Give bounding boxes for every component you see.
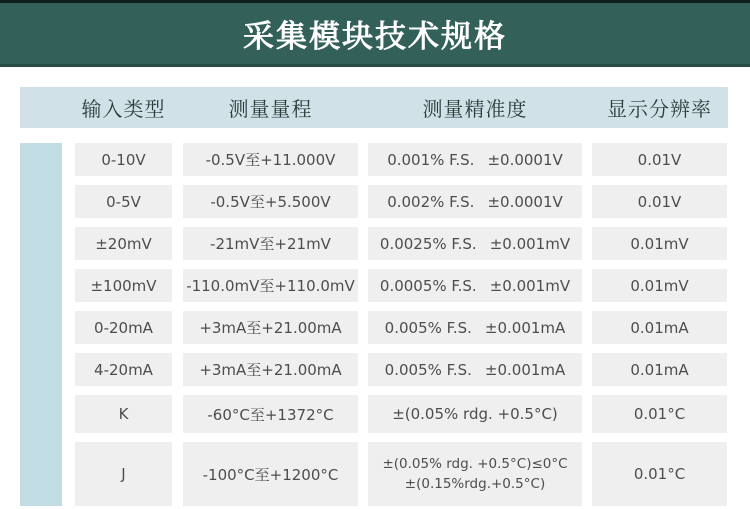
left-accent-strip bbox=[20, 143, 62, 506]
cell-input-type: J bbox=[75, 442, 172, 506]
cell-range: +3mA至+21.00mA bbox=[183, 353, 358, 386]
cell-resolution: 0.01mV bbox=[592, 269, 727, 302]
accuracy-line-1: ±(0.05% rdg. +0.5°C)≤0°C bbox=[382, 455, 568, 472]
table-row bbox=[75, 442, 727, 506]
cell-accuracy bbox=[368, 395, 582, 433]
table-body bbox=[75, 143, 727, 506]
cell-input-type: K bbox=[75, 395, 172, 433]
cell-accuracy bbox=[368, 353, 582, 386]
cell-input-type: 4-20mA bbox=[75, 353, 172, 386]
cell-range: -0.5V至+11.000V bbox=[183, 143, 358, 176]
cell-range: -100°C至+1200°C bbox=[183, 442, 358, 506]
table-row bbox=[75, 311, 727, 344]
header-accuracy: 测量精准度 bbox=[422, 97, 528, 121]
cell-resolution: 0.01mA bbox=[592, 311, 727, 344]
cell-accuracy bbox=[368, 442, 582, 506]
page-title: 采集模块技术规格 bbox=[243, 19, 507, 55]
cell-range: -60°C至+1372°C bbox=[183, 395, 358, 433]
cell-range: -110.0mV至+110.0mV bbox=[183, 269, 358, 302]
cell-input-type: 0-10V bbox=[75, 143, 172, 176]
accuracy-fs: 0.005% F.S. bbox=[384, 360, 472, 379]
cell-accuracy bbox=[368, 311, 582, 344]
accuracy-fs: ±(0.05% rdg. +0.5°C) bbox=[392, 405, 558, 423]
accuracy-abs: ±0.001mV bbox=[489, 276, 571, 295]
cell-resolution: 0.01V bbox=[592, 185, 727, 218]
table-row bbox=[75, 185, 727, 218]
cell-input-type: 0-5V bbox=[75, 185, 172, 218]
accuracy-fs: 0.0005% F.S. bbox=[379, 276, 477, 295]
table-row bbox=[75, 143, 727, 176]
cell-accuracy bbox=[368, 185, 582, 218]
table-row bbox=[75, 269, 727, 302]
cell-range: +3mA至+21.00mA bbox=[183, 311, 358, 344]
accuracy-fs: 0.005% F.S. bbox=[384, 318, 472, 337]
cell-accuracy bbox=[368, 269, 582, 302]
table-header-row bbox=[20, 87, 728, 128]
cell-resolution: 0.01mA bbox=[592, 353, 727, 386]
cell-range: -0.5V至+5.500V bbox=[183, 185, 358, 218]
table-row bbox=[75, 227, 727, 260]
accuracy-abs: ±0.001mV bbox=[489, 234, 571, 253]
accuracy-fs: 0.0025% F.S. bbox=[379, 234, 477, 253]
cell-input-type: ±100mV bbox=[75, 269, 172, 302]
cell-input-type: ±20mV bbox=[75, 227, 172, 260]
header-resolution: 显示分辨率 bbox=[607, 97, 712, 121]
title-banner bbox=[0, 0, 750, 67]
cell-accuracy bbox=[368, 227, 582, 260]
cell-range: -21mV至+21mV bbox=[183, 227, 358, 260]
cell-resolution: 0.01°C bbox=[592, 442, 727, 506]
table-row bbox=[75, 353, 727, 386]
accuracy-fs: 0.002% F.S. bbox=[387, 192, 475, 211]
accuracy-abs: ±0.0001V bbox=[487, 192, 563, 211]
accuracy-line-2: ±(0.15%rdg.+0.5°C) bbox=[404, 476, 546, 492]
cell-resolution: 0.01mV bbox=[592, 227, 727, 260]
table-row bbox=[75, 395, 727, 433]
cell-resolution: 0.01°C bbox=[592, 395, 727, 433]
accuracy-multiline bbox=[382, 454, 567, 495]
cell-resolution: 0.01V bbox=[592, 143, 727, 176]
accuracy-abs: ±0.001mA bbox=[484, 318, 566, 337]
accuracy-fs: 0.001% F.S. bbox=[387, 150, 475, 169]
cell-accuracy bbox=[368, 143, 582, 176]
header-range: 测量量程 bbox=[228, 97, 313, 121]
cell-input-type: 0-20mA bbox=[75, 311, 172, 344]
accuracy-abs: ±0.001mA bbox=[484, 360, 566, 379]
accuracy-abs: ±0.0001V bbox=[487, 150, 563, 169]
header-input-type: 输入类型 bbox=[81, 97, 166, 121]
